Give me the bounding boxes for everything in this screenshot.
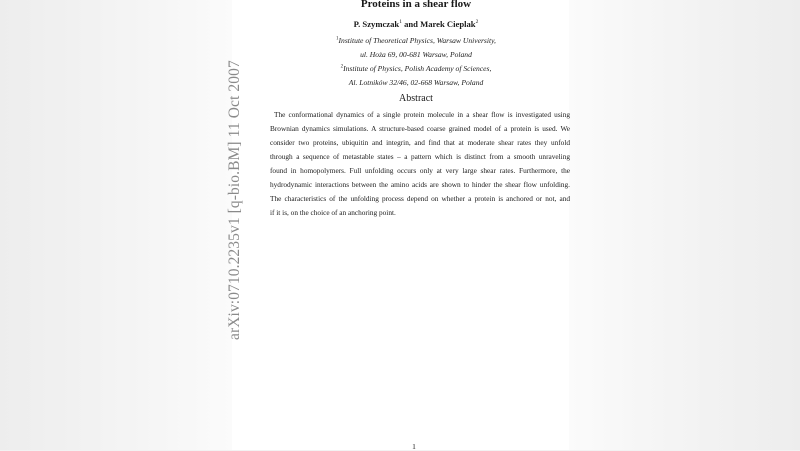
paper-page [232,0,569,450]
left-margin-background [0,0,232,450]
abstract-line: if it is, on the choice of an anchoring point. [270,208,396,217]
affiliation-line: $^1$Institute of Theoretical Physics, Warsaw University, [336,36,496,45]
author-affiliation-mark: 2 [475,19,479,26]
author-affiliation-mark: 1 [399,19,402,26]
affiliation-line: $^2$Institute of Physics, Polish Academy of Sciences, [340,64,492,73]
affiliation-mark: 2 [340,64,344,70]
arxiv-identifier-stamp: arXiv:0710.2235v1 [q-bio.BM] 11 Oct 2007 [226,60,243,340]
affiliation-address: ul. Hoża 69, 00-681 Warsaw, Poland [360,50,472,59]
author-name: Marek Cieplak [420,19,476,29]
abstract-line: consider two proteins, ubiquitin and integrin, and find that at moderate shear rates they unfold [270,138,570,147]
abstract-line: Brownian dynamics simulations. A structure-based coarse grained model of a protein is used. We [270,124,570,133]
abstract-line: The characteristics of the unfolding process depend on whether a protein is anchored or not, and [270,194,570,203]
page-number: 1 [412,442,416,451]
author-list [232,19,600,29]
abstract-line: The conformational dynamics of a single protein molecule in a shear flow is investigated using [274,110,570,119]
right-margin-background [569,0,800,450]
abstract-line: found in homopolymers. Full unfolding occurs only at very large shear rates. Furthermore, the [270,166,570,175]
abstract-line: hydrodynamic interactions between the amino acids are shown to hinder the shear flow unfolding. [270,180,570,189]
author-name: P. Szymczak [353,19,400,29]
author-conjunction: and [404,19,418,29]
paper-title: Proteins in a shear flow [360,0,472,10]
affiliation-mark: 1 [336,36,339,42]
abstract-heading: Abstract [399,93,433,104]
affiliation-address: Al. Lotników 32/46, 02-668 Warsaw, Poland [348,78,484,87]
abstract-line: through a sequence of metastable states – a pattern which is distinct from a smooth unraveling [270,152,570,161]
